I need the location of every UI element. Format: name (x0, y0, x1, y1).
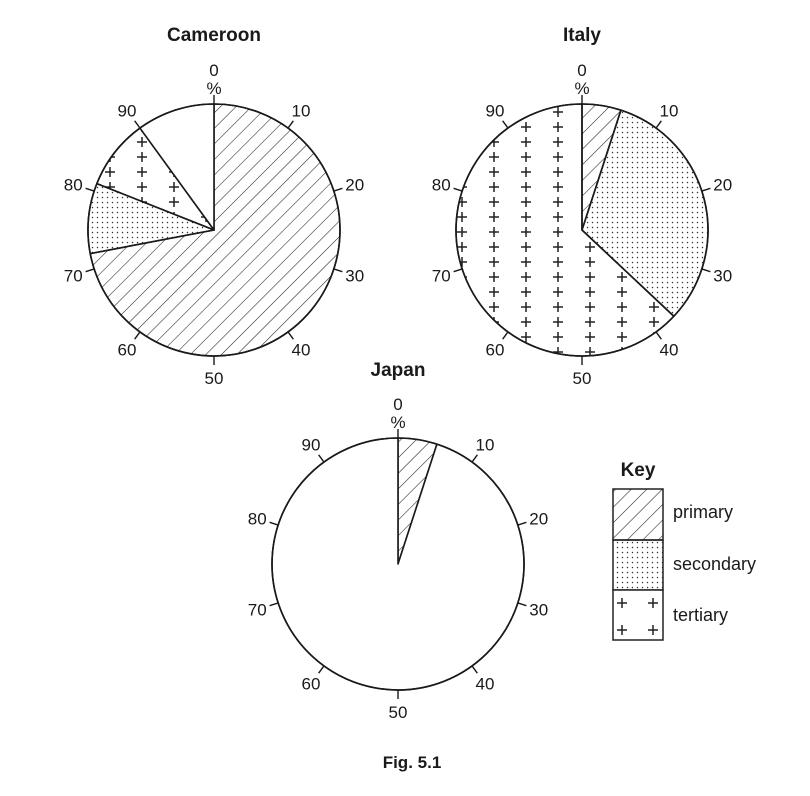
figure-caption: Fig. 5.1 (382, 753, 442, 772)
legend-swatch-secondary (613, 540, 663, 590)
tick-label-japan-20: 20 (529, 509, 549, 529)
tick-mark-japan-90 (319, 455, 324, 462)
pie-chart-italy (432, 25, 732, 388)
chart-title-japan: Japan (370, 360, 426, 381)
percent-symbol-cameroon: % (206, 79, 222, 98)
tick-label-japan-90: 90 (301, 435, 321, 455)
tick-mark-italy-80 (454, 188, 463, 191)
tick-mark-cameroon-40 (288, 332, 293, 339)
tick-label-italy-50: 50 (572, 369, 592, 388)
tick-mark-cameroon-60 (135, 332, 140, 339)
legend (613, 460, 756, 640)
tick-mark-italy-10 (656, 121, 661, 128)
tick-label-japan-70: 70 (247, 600, 267, 620)
tick-label-cameroon-70: 70 (63, 266, 83, 286)
tick-label-italy-10: 10 (659, 101, 679, 121)
tick-label-japan-0: 0 (393, 395, 403, 414)
tick-label-italy-20: 20 (713, 175, 733, 195)
tick-label-cameroon-90: 90 (117, 101, 137, 121)
tick-label-japan-30: 30 (529, 600, 549, 620)
tick-label-cameroon-20: 20 (345, 175, 365, 195)
tick-mark-japan-20 (518, 522, 527, 525)
legend-swatch-tertiary (613, 590, 663, 640)
tick-label-italy-90: 90 (485, 101, 505, 121)
percent-symbol-italy: % (574, 79, 590, 98)
chart-title-cameroon: Cameroon (167, 25, 261, 46)
tick-label-italy-0: 0 (577, 61, 587, 80)
legend-label-tertiary: tertiary (673, 605, 729, 625)
percent-symbol-japan: % (390, 413, 406, 432)
chart-title-italy: Italy (562, 25, 602, 46)
tick-mark-japan-30 (518, 603, 527, 606)
tick-label-italy-80: 80 (431, 175, 451, 195)
tick-mark-italy-30 (702, 269, 711, 272)
pie-slice-japan-tertiary (272, 438, 524, 690)
tick-mark-japan-40 (472, 666, 477, 673)
tick-label-italy-60: 60 (485, 340, 505, 360)
pie-chart-japan (248, 360, 548, 722)
pie-chart-cameroon (64, 25, 364, 388)
legend-label-secondary: secondary (673, 554, 757, 574)
tick-mark-italy-70 (454, 269, 463, 272)
tick-mark-cameroon-10 (288, 121, 293, 128)
tick-mark-italy-20 (702, 188, 711, 191)
tick-label-cameroon-0: 0 (209, 61, 219, 80)
tick-label-japan-40: 40 (475, 674, 495, 694)
tick-label-japan-60: 60 (301, 674, 321, 694)
tick-mark-cameroon-20 (334, 188, 343, 191)
legend-label-primary: primary (673, 502, 734, 522)
tick-mark-cameroon-30 (334, 269, 343, 272)
tick-mark-cameroon-70 (86, 269, 95, 272)
tick-label-japan-80: 80 (247, 509, 267, 529)
tick-label-cameroon-80: 80 (63, 175, 83, 195)
tick-label-japan-50: 50 (388, 703, 408, 722)
tick-mark-italy-40 (656, 332, 661, 339)
tick-mark-japan-10 (472, 455, 477, 462)
tick-label-cameroon-50: 50 (204, 369, 224, 388)
tick-label-japan-10: 10 (475, 435, 495, 455)
tick-label-cameroon-10: 10 (291, 101, 311, 121)
tick-mark-italy-60 (503, 332, 508, 339)
tick-label-cameroon-40: 40 (291, 340, 311, 360)
tick-label-cameroon-60: 60 (117, 340, 137, 360)
tick-mark-cameroon-90 (135, 121, 140, 128)
tick-mark-italy-90 (503, 121, 508, 128)
legend-title: Key (620, 460, 656, 481)
tick-label-cameroon-30: 30 (345, 266, 365, 286)
tick-mark-japan-60 (319, 666, 324, 673)
tick-mark-japan-70 (270, 603, 279, 606)
tick-label-italy-30: 30 (713, 266, 733, 286)
tick-label-italy-40: 40 (659, 340, 679, 360)
tick-label-italy-70: 70 (431, 266, 451, 286)
tick-mark-cameroon-80 (86, 188, 95, 191)
legend-swatch-primary (613, 489, 663, 540)
tick-mark-japan-80 (270, 522, 279, 525)
